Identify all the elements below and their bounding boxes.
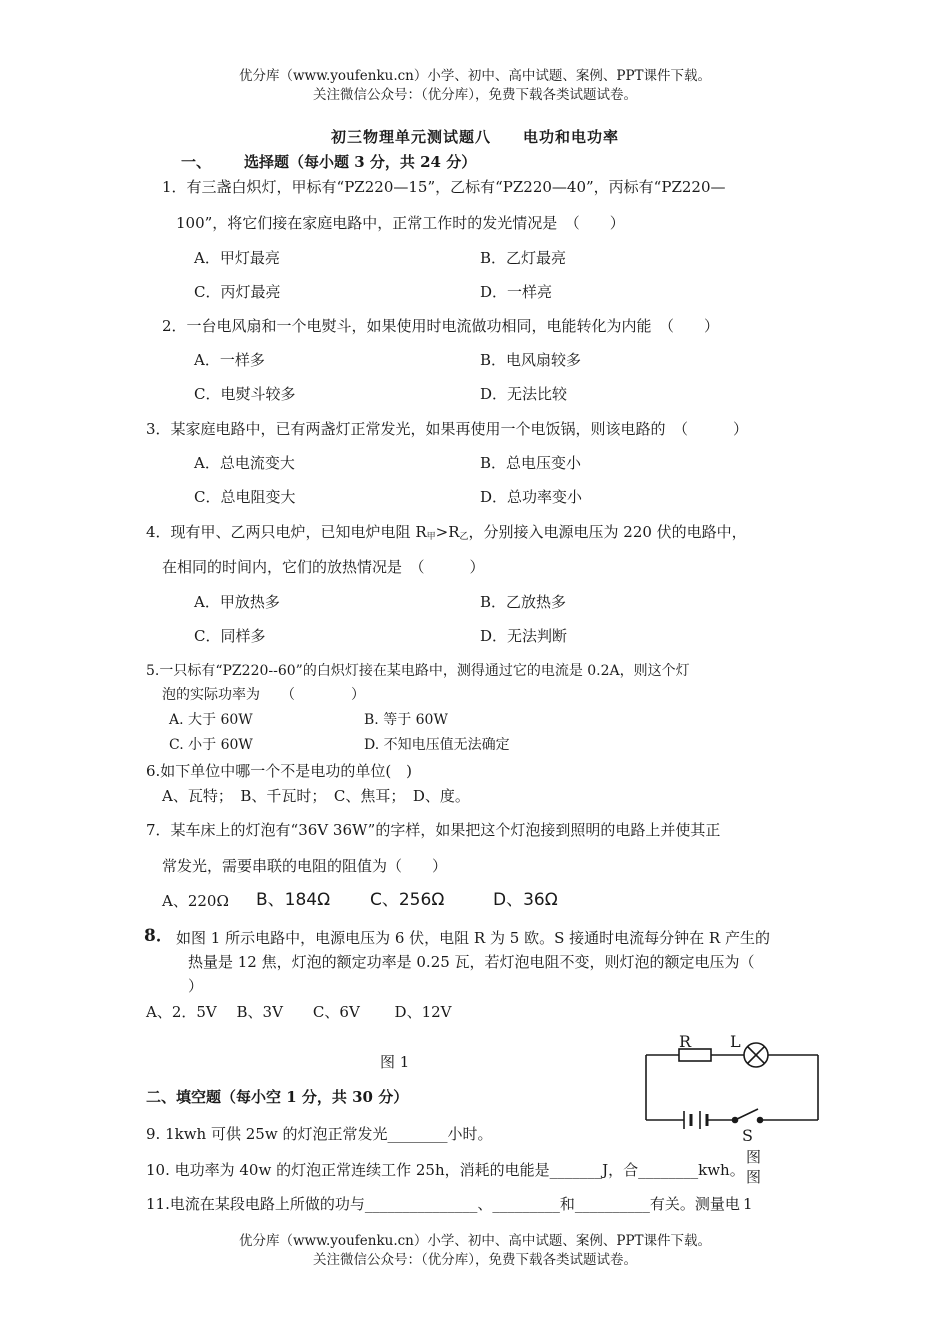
footer-line-2: 关注微信公众号：（优分库），免费下载各类试题试卷。 — [313, 1252, 637, 1268]
switch-s-symbol — [733, 1109, 763, 1123]
q3-option-a: A．总电流变大 — [194, 454, 295, 472]
section-2-heading: 二、填空题（每小空 1 分，共 30 分） — [146, 1088, 409, 1106]
q8-stem-line-3: ） — [188, 977, 204, 995]
q8-number: 8． — [144, 926, 173, 946]
q1-option-c: C．丙灯最亮 — [194, 283, 281, 301]
q2-option-b: B．电风扇较多 — [480, 351, 582, 369]
q5-option-d: D. 不知电压值无法确定 — [364, 737, 510, 753]
q7-stem-line-1: 7．某车床上的灯泡有“36V 36W”的字样，如果把这个灯泡接到照明的电路上并使其正 — [146, 821, 721, 839]
label-s: S — [742, 1126, 753, 1145]
q3-option-c: C．总电阻变大 — [194, 488, 296, 506]
battery-symbol — [684, 1111, 707, 1129]
q8-options: A、2．5V B、3V C、6V D、12V — [146, 1003, 452, 1021]
q5-option-a: A. 大于 60W — [169, 712, 253, 728]
q11-text: 11.电流在某段电路上所做的功与_______________、_________和__________有关。测量电 — [146, 1195, 740, 1213]
q4-stem-line-2: 在相同的时间内，它们的放热情况是 （ ） — [162, 558, 485, 576]
figure-side-char-2: 图 — [746, 1168, 762, 1186]
label-r: R — [679, 1032, 692, 1051]
q8-stem-line-1: 如图 1 所示电路中，电源电压为 6 伏，电阻 R 为 5 欧。S 接通时电流每分钟在 R 产生的 — [176, 929, 770, 947]
q3-stem: 3．某家庭电路中，已有两盏灯正常发光，如果再使用一个电饭锅，则该电路的 （ ） — [146, 420, 749, 438]
q7-option-c: C、256Ω — [370, 890, 445, 910]
q1-option-a: A．甲灯最亮 — [194, 249, 280, 267]
q3-option-b: B．总电压变小 — [480, 454, 582, 472]
q5-stem-line-2: 泡的实际功率为 （ ） — [162, 687, 365, 703]
q1-option-b: B．乙灯最亮 — [480, 249, 567, 267]
q4-stem-line-1 — [146, 522, 747, 547]
q1-stem-line-1: 1．有三盏白炽灯，甲标有“PZ220—15”，乙标有“PZ220—40”，丙标有“PZ220— — [162, 178, 726, 196]
q7-option-a: A、220Ω — [162, 892, 229, 910]
q2-stem: 2．一台电风扇和一个电熨斗，如果使用时电流做功相同，电能转化为内能 （ ） — [162, 317, 720, 335]
q3-option-d: D．总功率变小 — [480, 488, 583, 506]
q1-option-d: D．一样亮 — [480, 283, 553, 301]
q8-stem-line-2: 热量是 12 焦，灯泡的额定功率是 0.25 瓦，若灯泡电阻不变，则灯泡的额定电压为（ — [188, 953, 755, 971]
exam-title: 初三物理单元测试题八 电功和电功率 — [330, 128, 619, 146]
q5-stem-line-1: 5.一只标有“PZ220--60”的白炽灯接在某电路中，测得通过它的电流是 0.2A，则这个灯 — [146, 663, 690, 679]
footer-line-1: 优分库（www.youfenku.cn）小学、初中、高中试题、案例、PPT课件下载。 — [238, 1233, 712, 1249]
q10-text: 10. 电功率为 40w 的灯泡正常连续工作 25h，消耗的电能是_______J，合________kwh。 — [146, 1161, 745, 1179]
q4-stem-post: ，分别接入电源电压为 220 伏的电路中， — [468, 523, 747, 541]
q4-option-d: D．无法判断 — [480, 627, 568, 645]
q5-option-c: C. 小于 60W — [169, 737, 253, 753]
q4-option-c: C．同样多 — [194, 627, 266, 645]
q7-stem-line-2: 常发光，需要串联的电阻的阻值为（ ） — [162, 857, 448, 875]
q2-option-a: A．一样多 — [194, 351, 265, 369]
section-1-number: 一、 — [181, 153, 212, 171]
q4-sub-yi: 乙 — [459, 532, 469, 542]
q4-option-a: A．甲放热多 — [194, 593, 280, 611]
q9-text: 9. 1kwh 可供 25w 的灯泡正常发光________小时。 — [146, 1125, 493, 1143]
q4-stem-mid: >R — [435, 523, 460, 541]
q4-option-b: B．乙放热多 — [480, 593, 567, 611]
header-line-1: 优分库（www.youfenku.cn）小学、初中、高中试题、案例、PPT课件下载。 — [238, 68, 712, 84]
q5-option-b: B. 等于 60W — [364, 712, 448, 728]
figure-caption: 图 1 — [380, 1053, 410, 1071]
label-l: L — [730, 1032, 741, 1051]
q1-stem-line-2: 100”，将它们接在家庭电路中，正常工作时的发光情况是 （ ） — [176, 214, 625, 232]
q7-option-b: B、184Ω — [256, 890, 331, 910]
q6-stem: 6.如下单位中哪一个不是电功的单位( ) — [146, 762, 413, 780]
section-1-heading: 选择题（每小题 3 分，共 24 分） — [244, 153, 477, 171]
q4-sub-jia: 甲 — [426, 532, 436, 542]
header-line-2: 关注微信公众号：（优分库），免费下载各类试题试卷。 — [313, 87, 637, 103]
figure-side-num: 1 — [743, 1195, 753, 1213]
q4-stem-pre: 4．现有甲、乙两只电炉，已知电炉电阻 R — [146, 523, 427, 541]
q6-options: A、瓦特； B、千瓦时； C、焦耳； D、度。 — [162, 787, 470, 805]
q7-option-d: D、36Ω — [493, 890, 558, 910]
q2-option-c: C．电熨斗较多 — [194, 385, 296, 403]
q2-option-d: D．无法比较 — [480, 385, 568, 403]
figure-side-char-1: 图 — [746, 1148, 762, 1166]
